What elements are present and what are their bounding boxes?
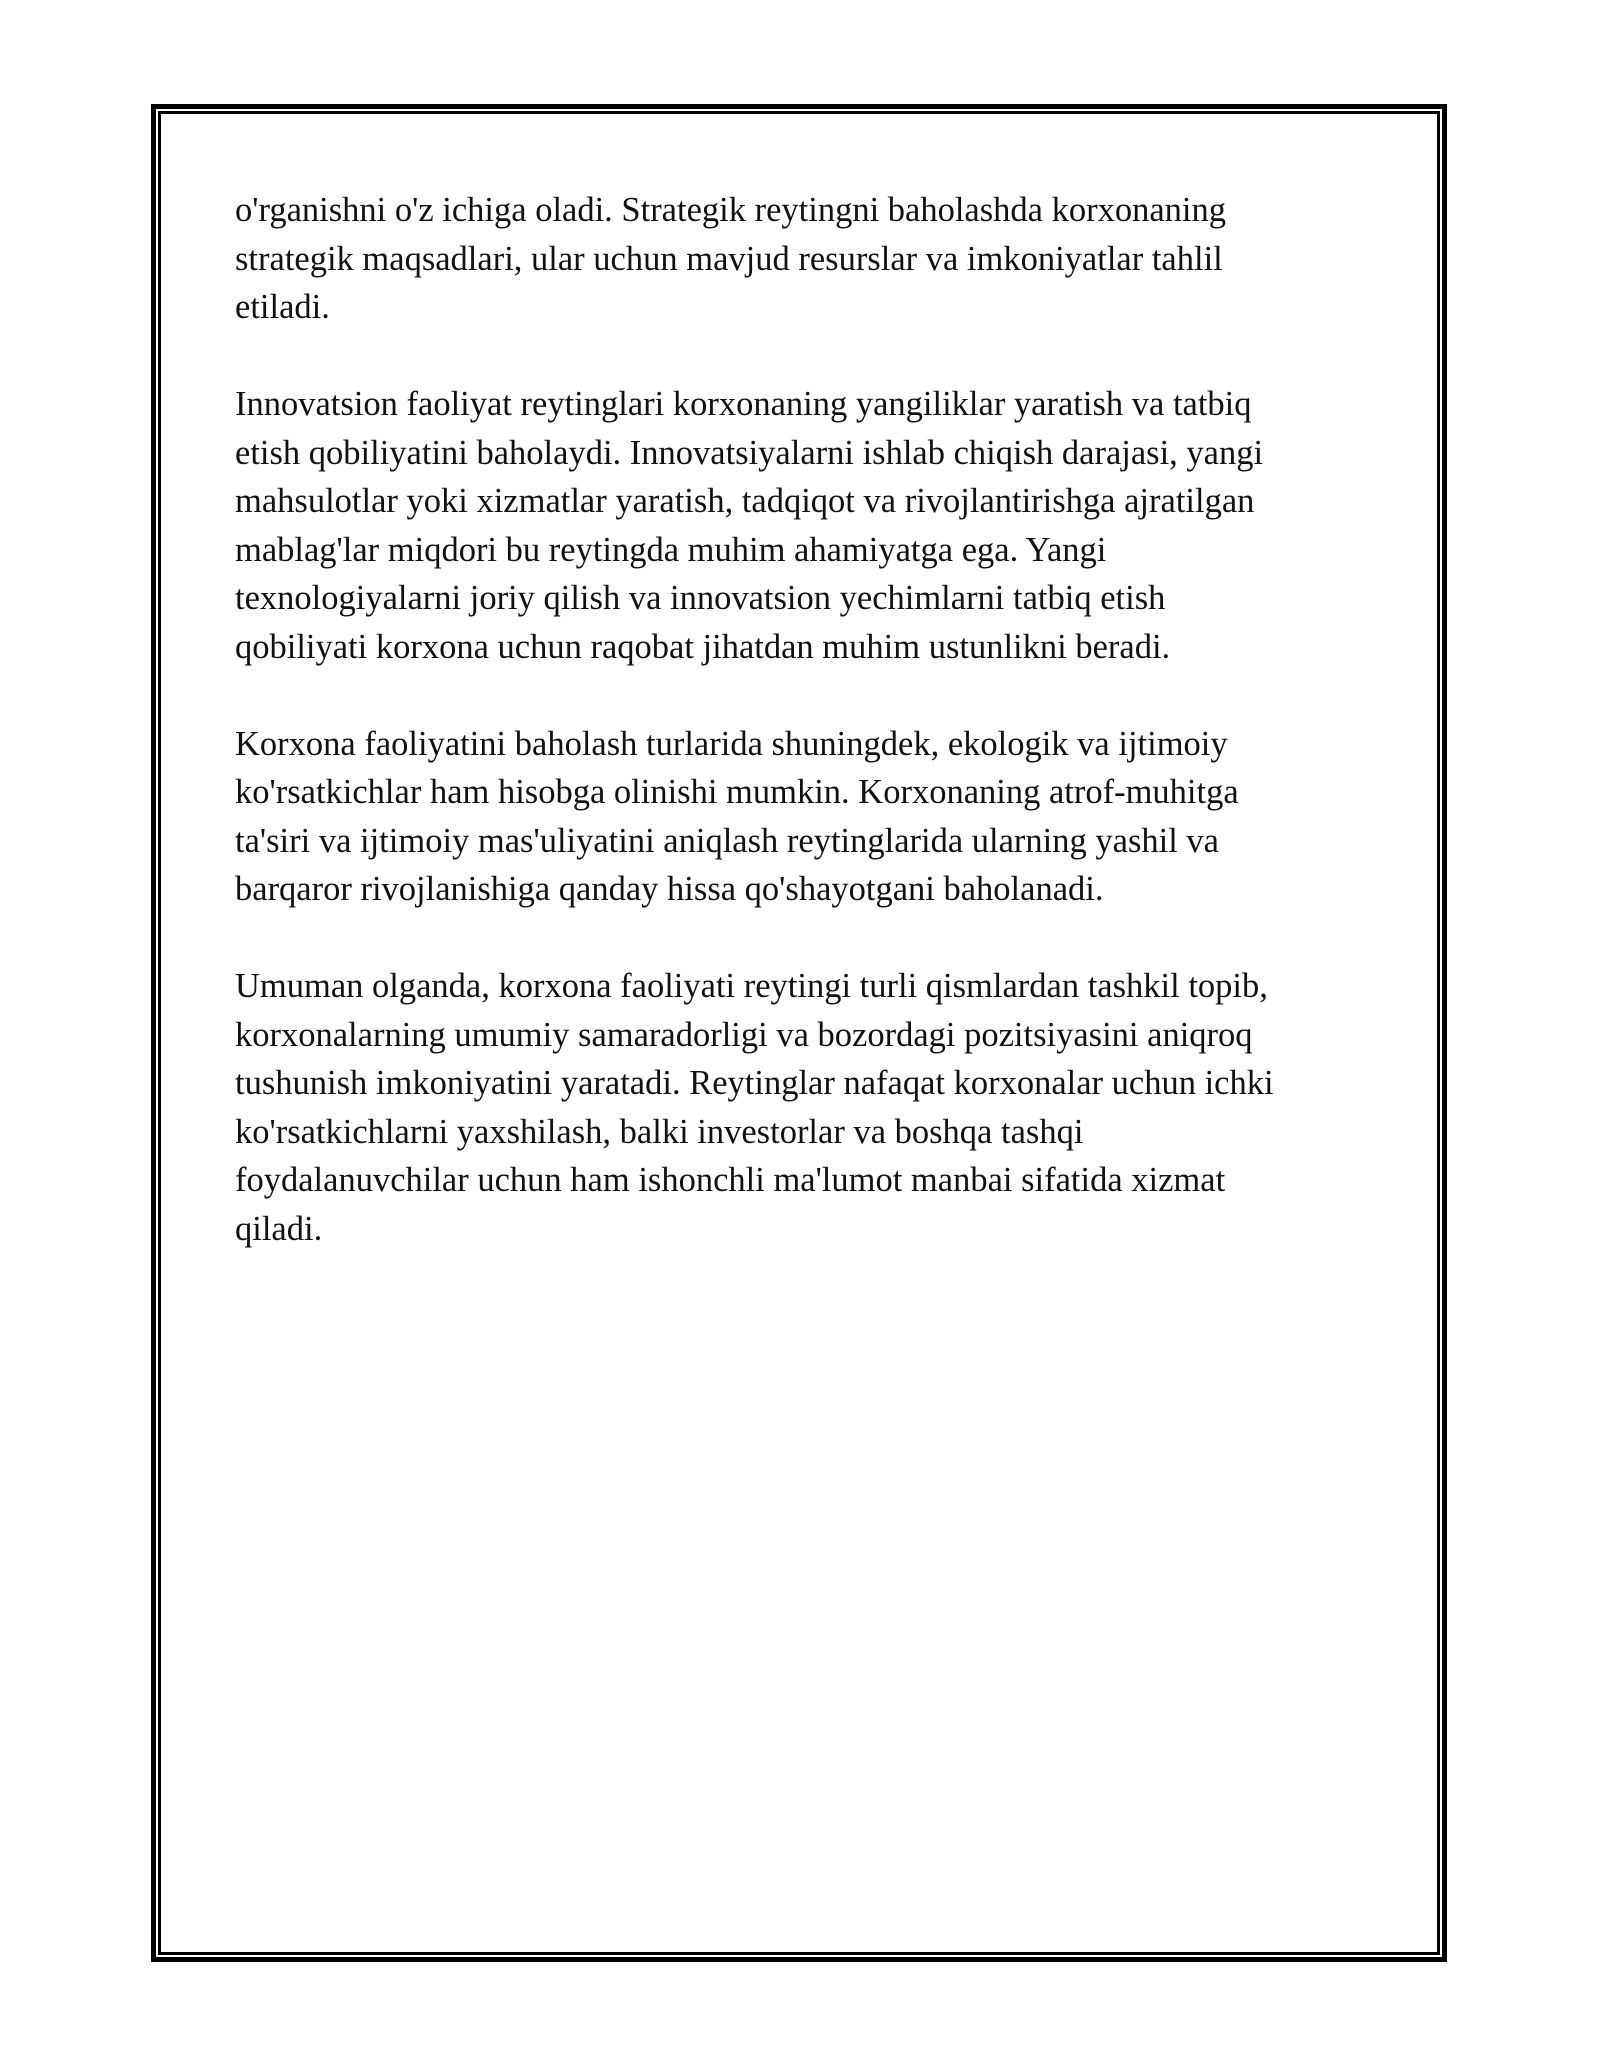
text-line: Umuman olganda, korxona faoliyati reytingi turli qismlardan tashkil topib,: [235, 967, 1268, 1005]
text-line: qiladi.: [235, 1209, 323, 1248]
text-line: o'rganishni o'z ichiga oladi. Strategik reytingni baholashda korxonaning: [235, 191, 1226, 229]
text-line: Korxona faoliyatini baholash turlarida shuningdek, ekologik va ijtimoiy: [235, 724, 1228, 763]
text-line: barqaror rivojlanishiga qanday hissa qo'shayotgani baholanadi.: [235, 870, 1104, 908]
text-line: foydalanuvchilar uchun ham ishonchli ma'lumot manbai sifatida xizmat: [235, 1161, 1226, 1199]
text-line: ta'siri va ijtimoiy mas'uliyatini aniqlash reytinglarida ularning yashil va: [235, 821, 1219, 860]
text-line: tushunish imkoniyatini yaratadi. Reytinglar nafaqat korxonalar uchun ichki: [235, 1064, 1274, 1102]
text-line: ko'rsatkichlarni yaxshilash, balki investorlar va boshqa tashqi: [235, 1112, 1084, 1151]
text-line: strategik maqsadlari, ular uchun mavjud resurslar va imkoniyatlar tahlil: [235, 239, 1223, 278]
paragraph: [235, 720, 1365, 914]
text-line: korxonalarning umumiy samaradorligi va bozordagi pozitsiyasini aniqroq: [235, 1015, 1253, 1054]
text-line: etish qobiliyatini baholaydi. Innovatsiyalarni ishlab chiqish darajasi, yangi: [235, 433, 1264, 472]
paragraph: [235, 186, 1365, 332]
text-line: etiladi.: [235, 288, 330, 326]
paragraph: [235, 380, 1365, 671]
text-line: ko'rsatkichlar ham hisobga olinishi mumkin. Korxonaning atrof-muhitga: [235, 773, 1239, 811]
text-line: mahsulotlar yoki xizmatlar yaratish, tadqiqot va rivojlantirishga ajratilgan: [235, 482, 1255, 520]
text-line: texnologiyalarni joriy qilish va innovatsion yechimlarni tatbiq etish: [235, 579, 1166, 617]
text-line: mablag'lar miqdori bu reytingda muhim ahamiyatga ega. Yangi: [235, 530, 1107, 569]
paragraph: [235, 962, 1365, 1253]
text-line: Innovatsion faoliyat reytinglari korxonaning yangiliklar yaratish va tatbiq: [235, 385, 1252, 423]
text-line: qobiliyati korxona uchun raqobat jihatdan muhim ustunlikni beradi.: [235, 627, 1171, 666]
document-body: [235, 186, 1365, 1253]
